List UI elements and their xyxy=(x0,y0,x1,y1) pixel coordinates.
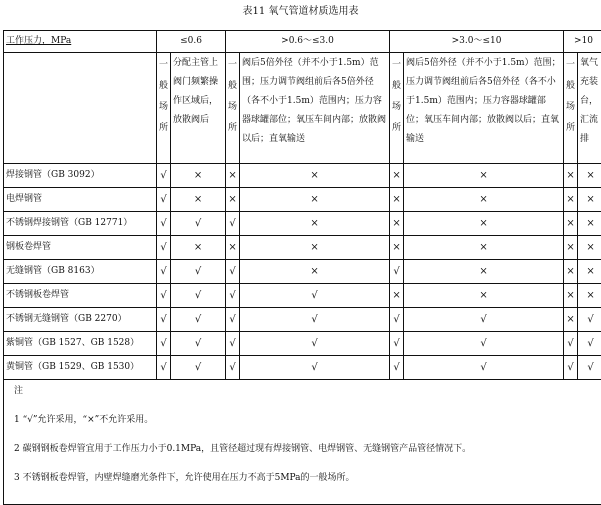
condition-cell: 氧气充装台，汇流排 xyxy=(578,53,601,164)
permission-mark: × xyxy=(240,188,390,212)
general-site-cell: 一般场所 xyxy=(564,53,578,164)
table-title: 表11 氧气管道材质选用表 xyxy=(0,2,601,17)
permission-mark: √ xyxy=(157,188,171,212)
permission-mark: × xyxy=(564,212,578,236)
material-selection-table xyxy=(3,30,601,505)
condition-cell: 阀后5倍外径（并不小于1.5m）范围；压力调节阀组前后各5倍外径（各不小于1.5m）范围内；压力容器球罐部位；氧压车间内部；放散阀以后；直氧输送 xyxy=(240,53,390,164)
permission-mark: × xyxy=(564,308,578,332)
range-header: >0.6～≤3.0 xyxy=(226,31,390,53)
permission-mark: √ xyxy=(240,308,390,332)
table-row xyxy=(4,332,601,356)
table-row xyxy=(4,236,601,260)
permission-mark: √ xyxy=(404,356,564,380)
permission-mark: √ xyxy=(390,308,404,332)
permission-mark: × xyxy=(404,236,564,260)
permission-mark: × xyxy=(564,284,578,308)
material-name: 不锈钢无缝钢管（GB 2270） xyxy=(4,308,157,332)
permission-mark: × xyxy=(404,212,564,236)
table-row xyxy=(4,212,601,236)
notes-label: 注 xyxy=(14,384,593,398)
permission-mark: × xyxy=(390,284,404,308)
permission-mark: × xyxy=(390,236,404,260)
permission-mark: √ xyxy=(157,212,171,236)
table-row xyxy=(4,260,601,284)
table-row xyxy=(4,308,601,332)
material-name: 钢板卷焊管 xyxy=(4,236,157,260)
permission-mark: √ xyxy=(157,332,171,356)
table-row xyxy=(4,188,601,212)
permission-mark: √ xyxy=(226,332,240,356)
range-header: ≤0.6 xyxy=(157,31,226,53)
material-name: 焊接钢管（GB 3092） xyxy=(4,164,157,188)
pressure-label-cell: 工作压力，MPa xyxy=(4,31,157,53)
permission-mark: √ xyxy=(157,260,171,284)
permission-mark: × xyxy=(578,236,601,260)
permission-mark: √ xyxy=(390,332,404,356)
range-header: >3.0～≤10 xyxy=(390,31,564,53)
permission-mark: × xyxy=(564,188,578,212)
permission-mark: × xyxy=(404,260,564,284)
permission-mark: √ xyxy=(171,308,226,332)
permission-mark: √ xyxy=(157,236,171,260)
permission-mark: √ xyxy=(226,284,240,308)
material-name: 电焊钢管 xyxy=(4,188,157,212)
permission-mark: √ xyxy=(171,356,226,380)
general-site-cell: 一般场所 xyxy=(226,53,240,164)
material-name: 紫铜管（GB 1527、GB 1528） xyxy=(4,332,157,356)
permission-mark: × xyxy=(171,188,226,212)
permission-mark: √ xyxy=(226,308,240,332)
material-name: 不锈钢焊接钢管（GB 12771） xyxy=(4,212,157,236)
permission-mark: × xyxy=(404,284,564,308)
permission-mark: × xyxy=(171,236,226,260)
permission-mark: × xyxy=(578,188,601,212)
material-name: 不锈钢板卷焊管 xyxy=(4,284,157,308)
permission-mark: × xyxy=(240,164,390,188)
permission-mark: √ xyxy=(171,212,226,236)
table-row xyxy=(4,356,601,380)
empty-cell xyxy=(4,53,157,164)
permission-mark: √ xyxy=(578,332,601,356)
permission-mark: × xyxy=(404,164,564,188)
permission-mark: × xyxy=(226,188,240,212)
permission-mark: √ xyxy=(240,284,390,308)
permission-mark: √ xyxy=(240,332,390,356)
condition-cell: 阀后5倍外径（并不小于1.5m）范围；压力调节阀组前后各5倍外径（各不小于1.5m）范围内；压力容器球罐部位；氧压车间内部；放散阀以后；直氧输送 xyxy=(404,53,564,164)
table-row xyxy=(4,164,601,188)
permission-mark: × xyxy=(226,236,240,260)
permission-mark: × xyxy=(578,284,601,308)
permission-mark: × xyxy=(240,212,390,236)
permission-mark: × xyxy=(564,164,578,188)
general-site-cell: 一般场所 xyxy=(157,53,171,164)
permission-mark: × xyxy=(171,164,226,188)
note-1: 1 “√”允许采用，“×”不允许采用。 xyxy=(14,413,593,427)
permission-mark: × xyxy=(578,212,601,236)
permission-mark: × xyxy=(578,260,601,284)
permission-mark: √ xyxy=(157,308,171,332)
material-name: 无缝钢管（GB 8163） xyxy=(4,260,157,284)
permission-mark: √ xyxy=(240,356,390,380)
permission-mark: × xyxy=(564,236,578,260)
permission-mark: √ xyxy=(171,260,226,284)
permission-mark: √ xyxy=(171,332,226,356)
range-header: >10 xyxy=(564,31,601,53)
permission-mark: × xyxy=(226,164,240,188)
permission-mark: × xyxy=(240,260,390,284)
permission-mark: × xyxy=(390,188,404,212)
permission-mark: √ xyxy=(157,164,171,188)
permission-mark: √ xyxy=(171,284,226,308)
permission-mark: √ xyxy=(404,308,564,332)
permission-mark: √ xyxy=(157,356,171,380)
permission-mark: √ xyxy=(578,356,601,380)
table-row xyxy=(4,284,601,308)
note-3: 3 不锈钢板卷焊管，内壁焊缝磨光条件下，允许使用在压力不高于5MPa的一般场所。 xyxy=(14,471,593,485)
permission-mark: √ xyxy=(404,332,564,356)
note-2: 2 碳钢钢板卷焊管宜用于工作压力小于0.1MPa，且管径超过现有焊接钢管、电焊钢管、无缝钢管产品管径情况下。 xyxy=(14,442,593,456)
condition-cell: 分配主管上阀门频繁操作区域后，放散阀后 xyxy=(171,53,226,164)
permission-mark: √ xyxy=(390,356,404,380)
permission-mark: √ xyxy=(390,260,404,284)
material-name: 黄铜管（GB 1529、GB 1530） xyxy=(4,356,157,380)
permission-mark: √ xyxy=(226,356,240,380)
permission-mark: √ xyxy=(578,308,601,332)
permission-mark: √ xyxy=(564,332,578,356)
permission-mark: × xyxy=(578,164,601,188)
permission-mark: × xyxy=(390,164,404,188)
permission-mark: √ xyxy=(564,356,578,380)
general-site-cell: 一般场所 xyxy=(390,53,404,164)
permission-mark: √ xyxy=(226,212,240,236)
permission-mark: √ xyxy=(226,260,240,284)
permission-mark: × xyxy=(390,212,404,236)
permission-mark: × xyxy=(564,260,578,284)
notes-cell xyxy=(4,380,601,505)
permission-mark: √ xyxy=(157,284,171,308)
permission-mark: × xyxy=(404,188,564,212)
permission-mark: × xyxy=(240,236,390,260)
